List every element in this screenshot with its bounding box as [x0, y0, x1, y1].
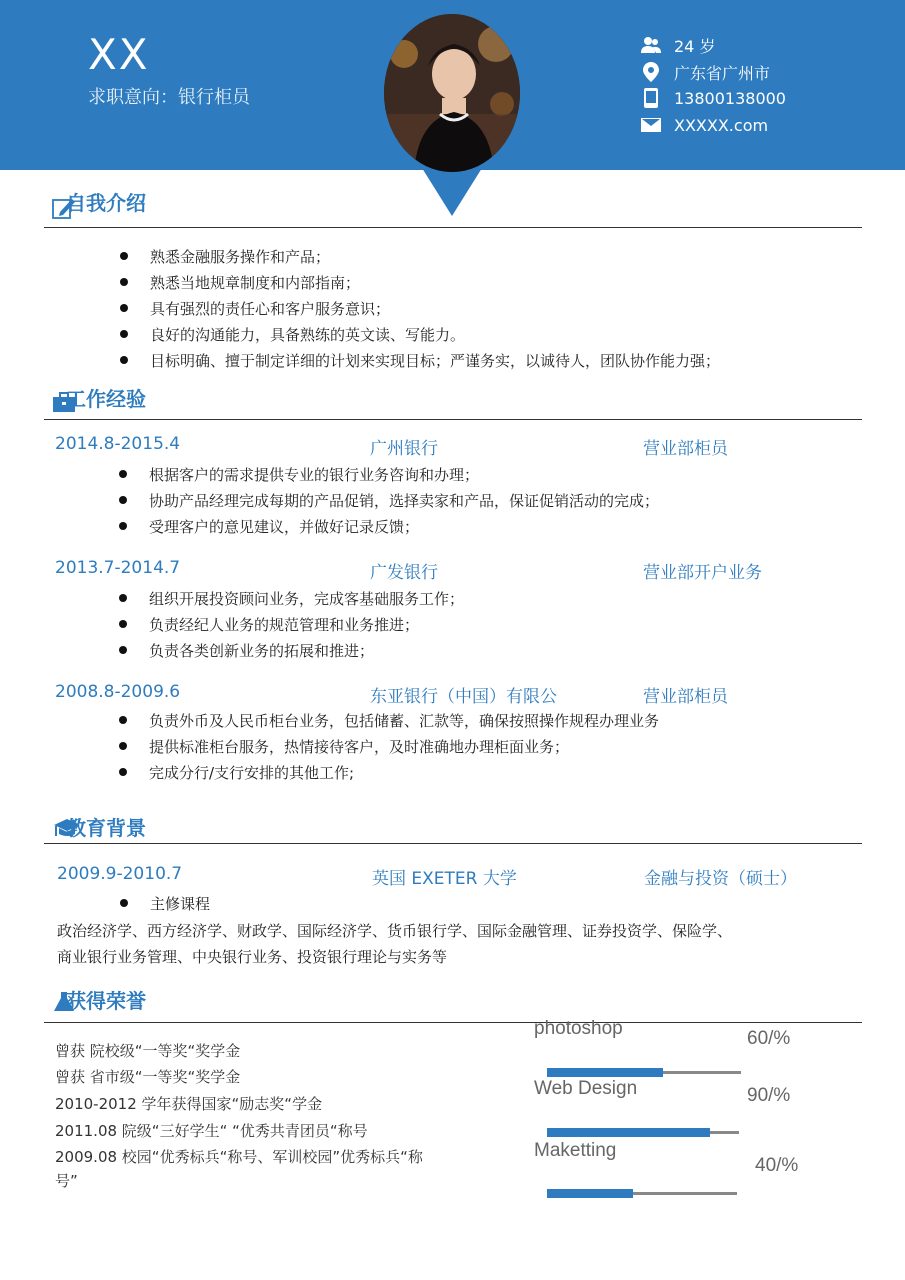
edu-school: 英国 EXETER 大学	[372, 869, 517, 889]
list-item: 组织开展投资顾问业务，完成客基础服务工作；	[119, 585, 464, 611]
honor-item: 2009.08 校园“优秀标兵“称号、军训校园”优秀标兵“称	[55, 1148, 423, 1166]
list-item: 熟悉金融服务操作和产品；	[120, 243, 720, 269]
job-header	[55, 558, 875, 584]
courses-line: 政治经济学、西方经济学、财政学、国际经济学、货币银行学、国际金融管理、证券投资学、保险学、	[57, 922, 733, 940]
skill-bar-fill	[547, 1189, 633, 1198]
job-period: 2013.7-2014.7	[55, 558, 181, 578]
job-duties	[119, 707, 659, 785]
phone-icon	[640, 88, 662, 108]
skill-bar	[547, 1131, 739, 1134]
skill-bar	[547, 1192, 737, 1195]
list-item: 具有强烈的责任心和客户服务意识；	[120, 295, 720, 321]
job-role: 营业部柜员	[643, 439, 728, 459]
profile-photo	[384, 14, 520, 172]
list-item: 完成分行/支行安排的其他工作;	[119, 759, 659, 785]
mail-icon	[640, 115, 662, 135]
honor-item: 2010-2012 学年获得国家“励志奖“学金	[55, 1095, 323, 1113]
intro-list	[120, 243, 720, 373]
list-item: 良好的沟通能力，具备熟练的英文读、写能力。	[120, 321, 720, 347]
user-icon	[640, 35, 662, 55]
job-company: 广州银行	[370, 439, 438, 459]
courses-line: 商业银行业务管理、中央银行业务、投资银行理论与实务等	[57, 948, 448, 966]
section-divider	[44, 227, 862, 228]
job-header	[55, 682, 875, 708]
section-title-honors: 获得荣誉	[66, 989, 146, 1013]
job-period: 2008.8-2009.6	[55, 682, 181, 702]
section-title-work: 工作经验	[66, 387, 146, 411]
honor-item: 号”	[55, 1172, 78, 1190]
job-role: 营业部开户业务	[643, 563, 762, 583]
list-item: 目标明确、擅于制定详细的计划来实现目标；严谨务实，以诚待人，团队协作能力强；	[120, 347, 720, 373]
section-divider	[44, 1022, 862, 1023]
job-company: 东亚银行（中国）有限公	[370, 687, 557, 707]
honor-item: 2011.08 院级“三好学生“ “优秀共青团员“称号	[55, 1122, 368, 1140]
job-intent: 求职意向：银行柜员	[88, 87, 250, 108]
skill-bar	[547, 1071, 741, 1074]
education-header	[57, 864, 877, 890]
list-item: 负责外币及人民币柜台业务，包括储蓄、汇款等，确保按照操作规程办理业务	[119, 707, 659, 733]
section-title-edu: 教育背景	[66, 816, 146, 840]
candidate-name: XX	[88, 30, 150, 79]
job-duties	[119, 461, 659, 539]
list-item: 负责经纪人业务的规范管理和业务推进；	[119, 611, 464, 637]
section-title-intro: 自我介绍	[66, 191, 146, 215]
skill-name: Maketting	[534, 1140, 617, 1161]
list-item: 熟悉当地规章制度和内部指南；	[120, 269, 720, 295]
section-divider	[44, 419, 862, 420]
list-item: 协助产品经理完成每期的产品促销，选择卖家和产品，保证促销活动的完成；	[119, 487, 659, 513]
contact-location: 广东省广州市	[640, 60, 770, 84]
list-item: 负责各类创新业务的拓展和推进；	[119, 637, 464, 663]
skill-bar-fill	[547, 1128, 710, 1137]
section-divider	[44, 843, 862, 844]
contact-email: XXXXX.com	[640, 113, 768, 137]
list-item: 主修课程	[120, 890, 210, 916]
list-item: 提供标准柜台服务，热情接待客户，及时准确地办理柜面业务；	[119, 733, 659, 759]
edu-major: 金融与投资（硕士）	[644, 869, 797, 889]
skill-name: Web Design	[534, 1078, 638, 1099]
contact-phone: 13800138000	[640, 86, 786, 110]
job-period: 2014.8-2015.4	[55, 434, 181, 454]
job-role: 营业部柜员	[643, 687, 728, 707]
list-item: 根据客户的需求提供专业的银行业务咨询和办理；	[119, 461, 659, 487]
location-pin-icon	[640, 62, 662, 82]
honor-item: 曾获 省市级“一等奖“奖学金	[55, 1068, 241, 1086]
skill-name: photoshop	[534, 1018, 623, 1039]
skill-percent: 60/%	[747, 1028, 791, 1049]
skill-percent: 90/%	[747, 1085, 791, 1106]
list-item: 受理客户的意见建议，并做好记录反馈；	[119, 513, 659, 539]
job-duties	[119, 585, 464, 663]
job-company: 广发银行	[370, 563, 438, 583]
contact-age: 24 岁	[640, 33, 715, 57]
job-header	[55, 434, 875, 460]
edu-period: 2009.9-2010.7	[57, 864, 183, 884]
skill-percent: 40/%	[755, 1155, 799, 1176]
honor-item: 曾获 院校级“一等奖“奖学金	[55, 1042, 241, 1060]
photo-pointer	[422, 168, 482, 216]
skill-bar-fill	[547, 1068, 663, 1077]
course-label-row	[120, 890, 210, 916]
